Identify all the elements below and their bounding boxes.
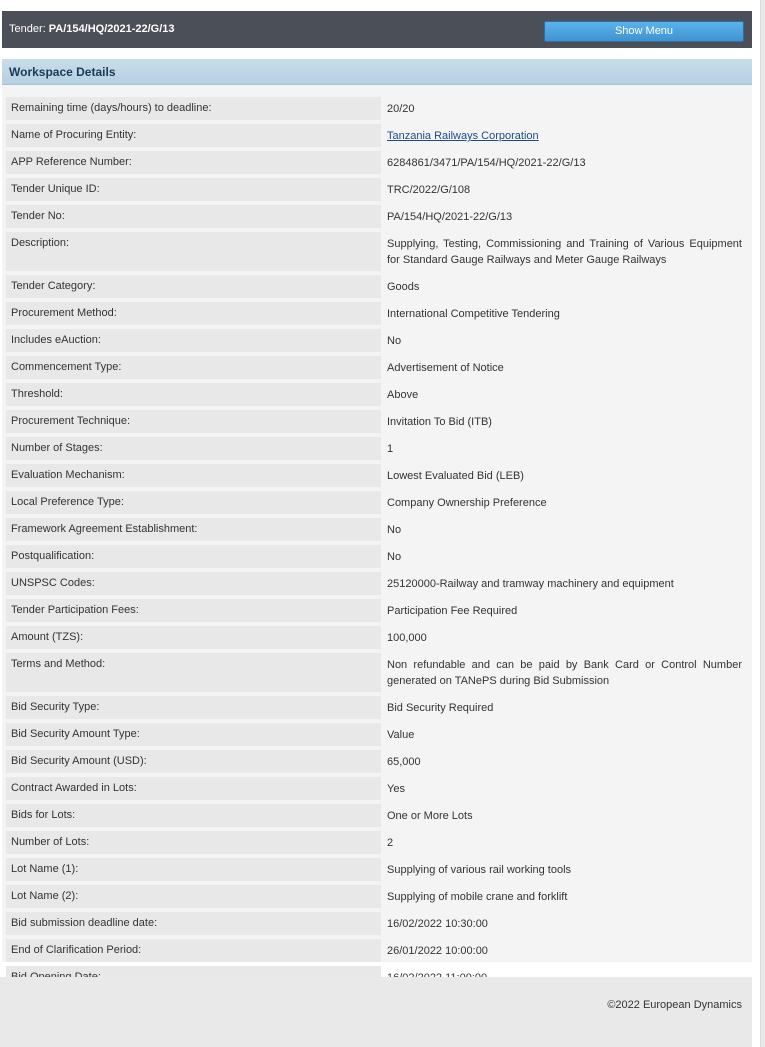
detail-row-bid-security-amount	[6, 750, 748, 773]
detail-label: Bid Security Amount Type:	[6, 723, 381, 746]
detail-value: TRC/2022/G/108	[387, 184, 471, 196]
tender-prefix: Tender:	[9, 23, 46, 35]
detail-label: Postqualification:	[6, 545, 381, 568]
detail-row-procurement-technique	[6, 410, 748, 433]
detail-row-unspsc-codes	[6, 572, 748, 595]
detail-value: Value	[387, 729, 415, 741]
detail-label: Tender No:	[6, 205, 381, 228]
detail-row-participation-fees	[6, 599, 748, 622]
details-table	[6, 97, 748, 1020]
detail-label: Description:	[6, 232, 381, 271]
detail-value: Supplying of mobile crane and forklift	[387, 891, 568, 903]
detail-value: Non refundable and can be paid by Bank Card or Control Number generated on TANePS during Bid Submission	[387, 659, 742, 687]
detail-value: 100,000	[387, 632, 427, 644]
detail-value: 65,000	[387, 756, 421, 768]
workspace-details-header: Workspace Details	[2, 59, 752, 85]
detail-label: Includes eAuction:	[6, 329, 381, 352]
detail-label: Bid Security Amount (USD):	[6, 750, 381, 773]
detail-row-commencement-type	[6, 356, 748, 379]
detail-label: UNSPSC Codes:	[6, 572, 381, 595]
detail-row-bid-security-amount-type	[6, 723, 748, 746]
detail-label: Procurement Technique:	[6, 410, 381, 433]
tender-number: PA/154/HQ/2021-22/G/13	[48, 23, 175, 35]
detail-value: Lowest Evaluated Bid (LEB)	[387, 470, 524, 482]
detail-value: 26/01/2022 10:00:00	[387, 945, 488, 957]
page-scrollbar[interactable]	[760, 0, 765, 1047]
detail-label: Bids for Lots:	[6, 804, 381, 827]
detail-row-description	[6, 232, 748, 271]
detail-label: Bid submission deadline date:	[6, 912, 381, 935]
detail-label: Lot Name (1):	[6, 858, 381, 881]
detail-label: APP Reference Number:	[6, 151, 381, 174]
detail-label: Number of Lots:	[6, 831, 381, 854]
detail-row-procuring-entity	[6, 124, 748, 147]
detail-row-bid-submission-deadline	[6, 912, 748, 935]
detail-value: Yes	[387, 783, 405, 795]
show-menu-button[interactable]: Show Menu	[544, 21, 744, 42]
detail-value: 1	[387, 443, 394, 455]
detail-value: No	[387, 335, 402, 347]
procuring-entity-link[interactable]: Tanzania Railways Corporation	[387, 130, 539, 142]
detail-row-bids-for-lots	[6, 804, 748, 827]
detail-value: One or More Lots	[387, 810, 473, 822]
detail-row-app-reference	[6, 151, 748, 174]
detail-value: Supplying, Testing, Commissioning and Training of Various Equipment for Standard Gauge Railways and Meter Gauge Railways	[387, 238, 742, 266]
detail-value: Above	[387, 389, 419, 401]
detail-value: 25120000-Railway and tramway machinery and equipment	[387, 578, 674, 590]
detail-value: Supplying of various rail working tools	[387, 864, 572, 876]
detail-row-tender-category	[6, 275, 748, 298]
detail-value: No	[387, 551, 402, 563]
detail-row-includes-eauction	[6, 329, 748, 352]
detail-row-tender-no	[6, 205, 748, 228]
detail-row-lot-name-1	[6, 858, 748, 881]
detail-label: Tender Participation Fees:	[6, 599, 381, 622]
copyright-text: ©2022 European Dynamics	[607, 999, 742, 1011]
tender-title	[9, 23, 175, 35]
detail-label: Terms and Method:	[6, 653, 381, 692]
detail-value: 16/02/2022 10:30:00	[387, 918, 488, 930]
detail-label: Tender Category:	[6, 275, 381, 298]
detail-label: Name of Procuring Entity:	[6, 124, 381, 147]
detail-label: Local Preference Type:	[6, 491, 381, 514]
detail-label: Lot Name (2):	[6, 885, 381, 908]
detail-row-remaining-time	[6, 97, 748, 120]
detail-row-contract-awarded-in-lots	[6, 777, 748, 800]
page-footer	[0, 977, 752, 1047]
detail-row-procurement-method	[6, 302, 748, 325]
workspace-details-panel	[2, 85, 752, 962]
detail-label: Tender Unique ID:	[6, 178, 381, 201]
detail-label: Amount (TZS):	[6, 626, 381, 649]
detail-value: 2	[387, 837, 394, 849]
detail-value: 20/20	[387, 103, 415, 115]
detail-row-terms-and-method	[6, 653, 748, 692]
detail-row-amount	[6, 626, 748, 649]
detail-value: Advertisement of Notice	[387, 362, 504, 374]
detail-value: PA/154/HQ/2021-22/G/13	[387, 211, 513, 223]
detail-row-number-of-lots	[6, 831, 748, 854]
detail-row-framework-agreement	[6, 518, 748, 541]
detail-row-end-of-clarification	[6, 939, 748, 962]
detail-row-evaluation-mechanism	[6, 464, 748, 487]
detail-row-threshold	[6, 383, 748, 406]
detail-label: Procurement Method:	[6, 302, 381, 325]
detail-label: Threshold:	[6, 383, 381, 406]
detail-label: Remaining time (days/hours) to deadline:	[6, 97, 381, 120]
detail-value: International Competitive Tendering	[387, 308, 560, 320]
detail-value: Company Ownership Preference	[387, 497, 547, 509]
tender-header-bar	[2, 11, 752, 48]
detail-value	[381, 124, 748, 147]
detail-label: End of Clarification Period:	[6, 939, 381, 962]
detail-value: Bid Security Required	[387, 702, 494, 714]
detail-row-postqualification	[6, 545, 748, 568]
detail-value: Participation Fee Required	[387, 605, 518, 617]
detail-label: Number of Stages:	[6, 437, 381, 460]
detail-value: Invitation To Bid (ITB)	[387, 416, 492, 428]
detail-label: Evaluation Mechanism:	[6, 464, 381, 487]
detail-label: Commencement Type:	[6, 356, 381, 379]
detail-value: Goods	[387, 281, 420, 293]
detail-row-lot-name-2	[6, 885, 748, 908]
detail-label: Bid Security Type:	[6, 696, 381, 719]
detail-label: Framework Agreement Establishment:	[6, 518, 381, 541]
detail-row-number-of-stages	[6, 437, 748, 460]
detail-value: No	[387, 524, 402, 536]
detail-value: 6284861/3471/PA/154/HQ/2021-22/G/13	[387, 157, 586, 169]
detail-label: Contract Awarded in Lots:	[6, 777, 381, 800]
detail-row-bid-security-type	[6, 696, 748, 719]
detail-row-tender-unique-id	[6, 178, 748, 201]
detail-row-local-preference-type	[6, 491, 748, 514]
